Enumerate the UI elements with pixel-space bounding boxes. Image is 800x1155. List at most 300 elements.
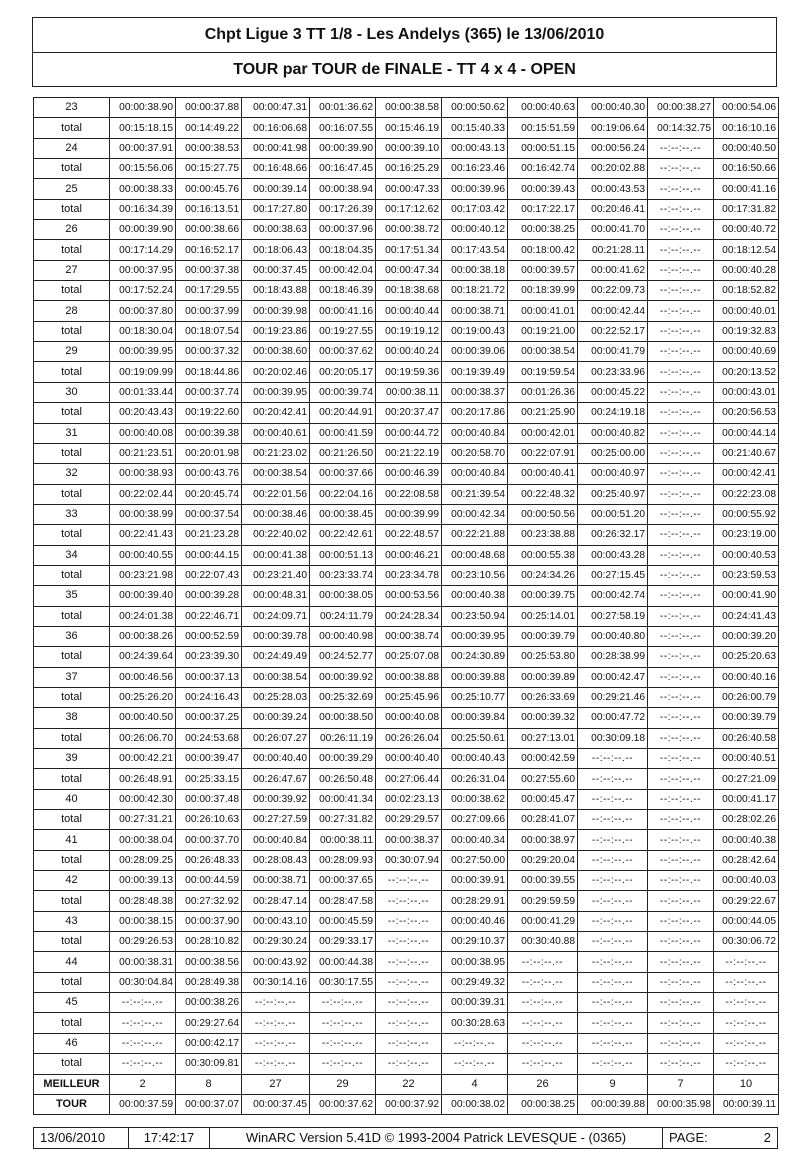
lap-time-cell: 00:00:41.70: [578, 220, 648, 240]
total-time-cell: --:--:--.--: [648, 606, 714, 626]
lap-time-cell: 00:00:39.92: [310, 667, 376, 687]
total-time-cell: 00:22:09.73: [578, 281, 648, 301]
table-row: [34, 606, 779, 626]
lap-number: 44: [34, 952, 110, 972]
total-time-cell: 00:29:27.64: [176, 1013, 242, 1033]
total-label: total: [34, 362, 110, 382]
total-time-cell: 00:21:39.54: [442, 484, 508, 504]
total-time-cell: 00:27:06.44: [376, 769, 442, 789]
lap-time-cell: 00:00:38.15: [110, 911, 176, 931]
total-time-cell: 00:21:23.51: [110, 443, 176, 463]
lap-time-cell: --:--:--.--: [648, 504, 714, 524]
best-lap-number: 8: [176, 1074, 242, 1094]
lap-time-cell: 00:00:39.24: [242, 708, 310, 728]
total-time-cell: 00:26:07.27: [242, 728, 310, 748]
lap-number: 34: [34, 545, 110, 565]
total-time-cell: 00:18:04.35: [310, 240, 376, 260]
total-time-cell: 00:30:04.84: [110, 972, 176, 992]
total-time-cell: --:--:--.--: [648, 484, 714, 504]
total-time-cell: 00:20:02.46: [242, 362, 310, 382]
lap-time-cell: 00:00:39.91: [442, 871, 508, 891]
total-time-cell: 00:22:48.57: [376, 525, 442, 545]
lap-time-cell: 00:00:48.31: [242, 586, 310, 606]
total-label: total: [34, 687, 110, 707]
lap-time-cell: 00:00:39.32: [508, 708, 578, 728]
lap-time-cell: 00:00:55.92: [714, 504, 779, 524]
lap-time-cell: --:--:--.--: [648, 667, 714, 687]
best-lap-number: 10: [714, 1074, 779, 1094]
lap-time-cell: 00:00:38.37: [376, 830, 442, 850]
total-time-cell: 00:24:01.38: [110, 606, 176, 626]
total-time-cell: 00:23:50.94: [442, 606, 508, 626]
table-row: [34, 159, 779, 179]
lap-time-cell: --:--:--.--: [648, 749, 714, 769]
total-label: total: [34, 159, 110, 179]
lap-time-cell: 00:00:39.29: [310, 749, 376, 769]
total-time-cell: --:--:--.--: [110, 1013, 176, 1033]
lap-time-cell: 00:00:38.88: [376, 667, 442, 687]
lap-time-cell: 00:00:39.88: [442, 667, 508, 687]
lap-time-cell: 00:00:53.56: [376, 586, 442, 606]
total-time-cell: 00:18:52.82: [714, 281, 779, 301]
table-row: [34, 1054, 779, 1074]
total-time-cell: 00:25:53.80: [508, 647, 578, 667]
lap-time-cell: --:--:--.--: [648, 789, 714, 809]
total-time-cell: 00:17:12.62: [376, 199, 442, 219]
lap-time-cell: --:--:--.--: [648, 586, 714, 606]
total-time-cell: 00:29:21.46: [578, 687, 648, 707]
total-time-cell: 00:22:01.56: [242, 484, 310, 504]
total-time-cell: 00:26:31.04: [442, 769, 508, 789]
total-label: total: [34, 240, 110, 260]
table-row: [34, 871, 779, 891]
lap-time-cell: 00:00:44.72: [376, 423, 442, 443]
total-time-cell: 00:23:33.74: [310, 565, 376, 585]
total-time-cell: 00:26:48.91: [110, 769, 176, 789]
total-time-cell: 00:28:38.99: [578, 647, 648, 667]
lap-time-cell: 00:00:44.14: [714, 423, 779, 443]
total-time-cell: 00:20:46.41: [578, 199, 648, 219]
table-row: [34, 220, 779, 240]
lap-time-cell: 00:00:38.71: [242, 871, 310, 891]
lap-time-cell: 00:00:40.46: [442, 911, 508, 931]
total-time-cell: 00:18:06.43: [242, 240, 310, 260]
lap-time-cell: 00:00:37.54: [176, 504, 242, 524]
lap-time-cell: 00:00:37.62: [310, 342, 376, 362]
total-time-cell: 00:17:27.80: [242, 199, 310, 219]
lap-time-cell: 00:00:38.25: [508, 220, 578, 240]
total-time-cell: 00:20:58.70: [442, 443, 508, 463]
best-label: MEILLEUR: [34, 1074, 110, 1094]
lap-number: 28: [34, 301, 110, 321]
lap-time-cell: 00:00:47.33: [376, 179, 442, 199]
table-row: [34, 423, 779, 443]
total-label: total: [34, 199, 110, 219]
lap-number: 25: [34, 179, 110, 199]
total-time-cell: 00:25:32.69: [310, 687, 376, 707]
lap-time-cell: 00:00:43.92: [242, 952, 310, 972]
total-time-cell: --:--:--.--: [648, 159, 714, 179]
lap-time-cell: 00:00:39.98: [242, 301, 310, 321]
total-time-cell: 00:25:10.77: [442, 687, 508, 707]
lap-time-cell: --:--:--.--: [578, 789, 648, 809]
total-time-cell: 00:28:49.38: [176, 972, 242, 992]
lap-time-cell: 00:00:40.43: [442, 749, 508, 769]
total-time-cell: 00:27:31.21: [110, 810, 176, 830]
table-row: [34, 728, 779, 748]
total-time-cell: --:--:--.--: [648, 362, 714, 382]
best-lap-time: 00:00:39.11: [714, 1094, 779, 1114]
lap-time-cell: 00:00:43.13: [442, 138, 508, 158]
lap-time-cell: 00:00:37.66: [310, 464, 376, 484]
total-time-cell: 00:20:56.53: [714, 403, 779, 423]
best-lap-time: 00:00:35.98: [648, 1094, 714, 1114]
table-row: [34, 281, 779, 301]
lap-number: 45: [34, 993, 110, 1013]
total-time-cell: 00:26:50.48: [310, 769, 376, 789]
total-time-cell: --:--:--.--: [648, 199, 714, 219]
best-label: TOUR: [34, 1094, 110, 1114]
lap-time-cell: 00:00:48.68: [442, 545, 508, 565]
total-time-cell: 00:22:48.32: [508, 484, 578, 504]
lap-time-cell: 00:00:38.26: [176, 993, 242, 1013]
lap-time-cell: --:--:--.--: [578, 749, 648, 769]
total-time-cell: --:--:--.--: [648, 728, 714, 748]
total-time-cell: 00:26:32.17: [578, 525, 648, 545]
total-time-cell: 00:24:49.49: [242, 647, 310, 667]
lap-time-cell: 00:00:41.79: [578, 342, 648, 362]
total-time-cell: 00:21:26.50: [310, 443, 376, 463]
total-time-cell: 00:25:45.96: [376, 687, 442, 707]
lap-time-cell: 00:00:38.37: [442, 382, 508, 402]
lap-time-cell: 00:00:40.08: [376, 708, 442, 728]
lap-time-cell: 00:00:39.90: [110, 220, 176, 240]
lap-number: 36: [34, 626, 110, 646]
lap-time-cell: 00:00:38.04: [110, 830, 176, 850]
lap-time-cell: 00:00:42.30: [110, 789, 176, 809]
total-time-cell: 00:17:14.29: [110, 240, 176, 260]
total-label: total: [34, 118, 110, 138]
table-row: [34, 565, 779, 585]
total-time-cell: 00:18:12.54: [714, 240, 779, 260]
total-time-cell: 00:27:55.60: [508, 769, 578, 789]
total-time-cell: --:--:--.--: [508, 1054, 578, 1074]
lap-number: 29: [34, 342, 110, 362]
total-time-cell: 00:22:23.08: [714, 484, 779, 504]
total-time-cell: --:--:--.--: [648, 1054, 714, 1074]
total-time-cell: 00:24:28.34: [376, 606, 442, 626]
total-time-cell: 00:29:59.59: [508, 891, 578, 911]
total-time-cell: 00:22:40.02: [242, 525, 310, 545]
lap-time-cell: --:--:--.--: [578, 871, 648, 891]
lap-time-cell: 00:00:40.30: [578, 98, 648, 118]
lap-time-cell: --:--:--.--: [648, 382, 714, 402]
lap-time-cell: 00:00:39.14: [242, 179, 310, 199]
lap-time-cell: 00:00:40.84: [442, 464, 508, 484]
total-time-cell: 00:20:37.47: [376, 403, 442, 423]
total-time-cell: 00:16:06.68: [242, 118, 310, 138]
best-lap-number: 27: [242, 1074, 310, 1094]
lap-time-cell: --:--:--.--: [110, 993, 176, 1013]
lap-time-cell: 00:00:40.40: [376, 749, 442, 769]
lap-time-cell: 00:00:38.54: [508, 342, 578, 362]
best-lap-time: 00:00:38.25: [508, 1094, 578, 1114]
table-row: [34, 810, 779, 830]
total-time-cell: 00:16:47.45: [310, 159, 376, 179]
lap-time-cell: 00:00:37.80: [110, 301, 176, 321]
total-time-cell: 00:25:28.03: [242, 687, 310, 707]
lap-time-cell: 00:00:43.10: [242, 911, 310, 931]
lap-time-cell: 00:00:40.69: [714, 342, 779, 362]
lap-time-cell: 00:00:40.72: [714, 220, 779, 240]
total-label: total: [34, 1013, 110, 1033]
total-time-cell: --:--:--.--: [508, 1013, 578, 1033]
total-time-cell: 00:18:39.99: [508, 281, 578, 301]
total-time-cell: 00:15:27.75: [176, 159, 242, 179]
total-time-cell: --:--:--.--: [648, 1013, 714, 1033]
total-time-cell: 00:20:01.98: [176, 443, 242, 463]
total-time-cell: 00:17:51.34: [376, 240, 442, 260]
total-time-cell: 00:22:42.61: [310, 525, 376, 545]
table-row: [34, 769, 779, 789]
lap-number: 27: [34, 260, 110, 280]
total-label: total: [34, 565, 110, 585]
table-row: [34, 586, 779, 606]
lap-time-cell: 00:01:36.62: [310, 98, 376, 118]
lap-number: 39: [34, 749, 110, 769]
total-time-cell: 00:28:09.93: [310, 850, 376, 870]
lap-time-cell: 00:00:40.61: [242, 423, 310, 443]
total-time-cell: --:--:--.--: [648, 972, 714, 992]
total-time-cell: --:--:--.--: [376, 972, 442, 992]
total-time-cell: 00:29:33.17: [310, 932, 376, 952]
lap-time-cell: 00:00:37.91: [110, 138, 176, 158]
table-row: [34, 1033, 779, 1053]
lap-time-cell: 00:00:42.41: [714, 464, 779, 484]
total-time-cell: --:--:--.--: [310, 1054, 376, 1074]
total-time-cell: 00:26:47.67: [242, 769, 310, 789]
lap-time-cell: 00:00:41.01: [508, 301, 578, 321]
best-lap-number: 4: [442, 1074, 508, 1094]
lap-time-cell: --:--:--.--: [310, 1033, 376, 1053]
total-time-cell: 00:21:22.19: [376, 443, 442, 463]
total-time-cell: --:--:--.--: [310, 1013, 376, 1033]
lap-time-cell: 00:00:40.51: [714, 749, 779, 769]
lap-time-cell: 00:00:41.62: [578, 260, 648, 280]
lap-time-cell: 00:00:40.53: [714, 545, 779, 565]
lap-time-cell: --:--:--.--: [376, 911, 442, 931]
best-lap-number: 9: [578, 1074, 648, 1094]
table-row: [34, 342, 779, 362]
total-time-cell: 00:26:26.04: [376, 728, 442, 748]
lap-time-cell: 00:00:38.18: [442, 260, 508, 280]
total-time-cell: --:--:--.--: [242, 1054, 310, 1074]
total-time-cell: 00:22:46.71: [176, 606, 242, 626]
table-row: [34, 972, 779, 992]
lap-time-cell: 00:02:23.13: [376, 789, 442, 809]
lap-time-cell: --:--:--.--: [648, 423, 714, 443]
table-row: [34, 1013, 779, 1033]
lap-time-cell: 00:00:38.33: [110, 179, 176, 199]
total-time-cell: 00:20:05.17: [310, 362, 376, 382]
total-time-cell: --:--:--.--: [578, 1054, 648, 1074]
lap-time-cell: 00:00:42.04: [310, 260, 376, 280]
lap-time-cell: 00:00:37.90: [176, 911, 242, 931]
lap-time-cell: 00:00:38.11: [310, 830, 376, 850]
total-time-cell: 00:18:43.88: [242, 281, 310, 301]
total-time-cell: 00:28:48.38: [110, 891, 176, 911]
lap-time-cell: 00:00:40.44: [376, 301, 442, 321]
lap-time-cell: 00:00:39.89: [508, 667, 578, 687]
total-time-cell: --:--:--.--: [648, 932, 714, 952]
total-time-cell: 00:26:40.58: [714, 728, 779, 748]
lap-time-cell: --:--:--.--: [714, 952, 779, 972]
total-time-cell: 00:29:10.37: [442, 932, 508, 952]
total-time-cell: 00:18:07.54: [176, 321, 242, 341]
total-time-cell: 00:19:22.60: [176, 403, 242, 423]
total-time-cell: --:--:--.--: [578, 1013, 648, 1033]
total-time-cell: --:--:--.--: [578, 769, 648, 789]
lap-time-cell: 00:00:42.44: [578, 301, 648, 321]
total-time-cell: 00:24:41.43: [714, 606, 779, 626]
table-row: [34, 118, 779, 138]
lap-time-cell: 00:00:39.79: [714, 708, 779, 728]
best-lap-time: 00:00:38.02: [442, 1094, 508, 1114]
lap-time-cell: 00:00:40.84: [442, 423, 508, 443]
lap-time-cell: --:--:--.--: [648, 993, 714, 1013]
total-time-cell: 00:19:59.36: [376, 362, 442, 382]
total-time-cell: 00:17:26.39: [310, 199, 376, 219]
total-time-cell: 00:24:52.77: [310, 647, 376, 667]
lap-time-cell: --:--:--.--: [242, 993, 310, 1013]
lap-time-cell: 00:00:41.38: [242, 545, 310, 565]
table-row: [34, 708, 779, 728]
table-row: [34, 952, 779, 972]
total-time-cell: --:--:--.--: [376, 1013, 442, 1033]
total-time-cell: 00:19:32.83: [714, 321, 779, 341]
table-row: [34, 240, 779, 260]
total-time-cell: 00:15:18.15: [110, 118, 176, 138]
total-time-cell: 00:17:31.82: [714, 199, 779, 219]
total-time-cell: 00:23:59.53: [714, 565, 779, 585]
lap-time-cell: 00:00:38.97: [508, 830, 578, 850]
total-time-cell: --:--:--.--: [376, 891, 442, 911]
lap-time-cell: 00:00:38.93: [110, 464, 176, 484]
total-time-cell: 00:20:43.43: [110, 403, 176, 423]
lap-time-cell: --:--:--.--: [578, 993, 648, 1013]
total-time-cell: 00:24:11.79: [310, 606, 376, 626]
total-time-cell: 00:20:44.91: [310, 403, 376, 423]
total-time-cell: 00:24:19.18: [578, 403, 648, 423]
lap-number: 31: [34, 423, 110, 443]
lap-time-cell: 00:00:37.96: [310, 220, 376, 240]
lap-time-cell: --:--:--.--: [648, 220, 714, 240]
lap-number: 24: [34, 138, 110, 158]
lap-time-cell: 00:00:54.06: [714, 98, 779, 118]
total-time-cell: --:--:--.--: [242, 1013, 310, 1033]
total-time-cell: 00:19:39.49: [442, 362, 508, 382]
total-time-cell: 00:30:28.63: [442, 1013, 508, 1033]
table-row: [34, 993, 779, 1013]
total-time-cell: 00:25:50.61: [442, 728, 508, 748]
lap-time-cell: --:--:--.--: [648, 138, 714, 158]
total-time-cell: 00:18:38.68: [376, 281, 442, 301]
table-row: [34, 911, 779, 931]
lap-time-cell: --:--:--.--: [376, 993, 442, 1013]
total-time-cell: 00:16:25.29: [376, 159, 442, 179]
total-time-cell: --:--:--.--: [714, 1013, 779, 1033]
total-time-cell: 00:27:58.19: [578, 606, 648, 626]
total-label: total: [34, 810, 110, 830]
total-time-cell: --:--:--.--: [648, 769, 714, 789]
total-time-cell: 00:26:33.69: [508, 687, 578, 707]
lap-time-cell: 00:00:45.47: [508, 789, 578, 809]
lap-time-cell: 00:00:39.40: [110, 586, 176, 606]
lap-number: 43: [34, 911, 110, 931]
total-time-cell: 00:21:40.67: [714, 443, 779, 463]
total-time-cell: 00:27:27.59: [242, 810, 310, 830]
best-lap-number: 22: [376, 1074, 442, 1094]
total-time-cell: --:--:--.--: [442, 1054, 508, 1074]
best-lap-number: 29: [310, 1074, 376, 1094]
total-label: total: [34, 484, 110, 504]
best-lap-number: 26: [508, 1074, 578, 1094]
lap-time-cell: --:--:--.--: [648, 301, 714, 321]
lap-time-cell: --:--:--.--: [648, 342, 714, 362]
table-row: [34, 301, 779, 321]
lap-time-cell: 00:00:42.17: [176, 1033, 242, 1053]
lap-time-cell: 00:00:39.10: [376, 138, 442, 158]
lap-time-cell: 00:00:40.24: [376, 342, 442, 362]
total-time-cell: --:--:--.--: [578, 810, 648, 830]
table-row: [34, 504, 779, 524]
lap-time-cell: --:--:--.--: [110, 1033, 176, 1053]
lap-time-cell: --:--:--.--: [376, 952, 442, 972]
lap-time-cell: 00:00:40.80: [578, 626, 648, 646]
lap-time-cell: 00:00:51.20: [578, 504, 648, 524]
total-time-cell: --:--:--.--: [376, 932, 442, 952]
lap-time-cell: --:--:--.--: [648, 830, 714, 850]
lap-time-cell: 00:00:40.16: [714, 667, 779, 687]
total-label: total: [34, 647, 110, 667]
total-time-cell: 00:18:30.04: [110, 321, 176, 341]
lap-time-cell: 00:00:43.53: [578, 179, 648, 199]
table-row: [34, 138, 779, 158]
total-time-cell: 00:22:21.88: [442, 525, 508, 545]
lap-time-cell: 00:00:38.53: [176, 138, 242, 158]
lap-time-cell: 00:00:41.17: [714, 789, 779, 809]
total-time-cell: 00:22:04.16: [310, 484, 376, 504]
footer-page-number: 2: [763, 1130, 771, 1145]
footer-software: WinARC Version 5.41D © 1993-2004 Patrick LEVESQUE - (0365): [210, 1128, 663, 1148]
total-time-cell: 00:23:10.56: [442, 565, 508, 585]
table-row: [34, 525, 779, 545]
lap-time-cell: 00:00:40.82: [578, 423, 648, 443]
total-label: total: [34, 403, 110, 423]
total-time-cell: 00:23:39.30: [176, 647, 242, 667]
lap-time-cell: 00:00:40.12: [442, 220, 508, 240]
lap-time-cell: 00:00:38.66: [176, 220, 242, 240]
lap-time-cell: 00:00:41.59: [310, 423, 376, 443]
lap-time-cell: --:--:--.--: [242, 1033, 310, 1053]
total-time-cell: 00:30:40.88: [508, 932, 578, 952]
total-time-cell: --:--:--.--: [376, 1054, 442, 1074]
lap-time-cell: 00:00:38.27: [648, 98, 714, 118]
total-time-cell: 00:19:00.43: [442, 321, 508, 341]
total-time-cell: 00:19:59.54: [508, 362, 578, 382]
lap-time-cell: 00:00:37.88: [176, 98, 242, 118]
lap-time-cell: --:--:--.--: [376, 1033, 442, 1053]
